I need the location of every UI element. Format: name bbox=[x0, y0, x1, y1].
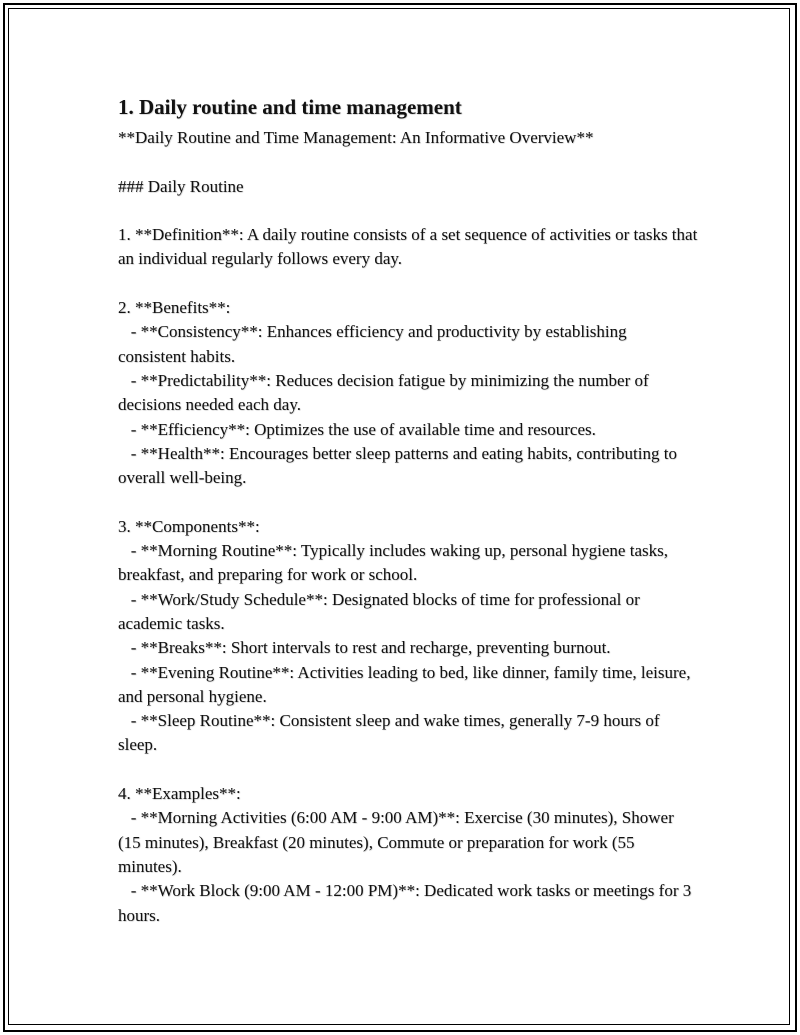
component-item: - **Sleep Routine**: Consistent sleep and wake times, generally 7-9 hours of sleep. bbox=[118, 711, 660, 755]
benefit-item: - **Predictability**: Reduces decision fatigue by minimizing the number of decisions needed each day. bbox=[118, 370, 649, 415]
blank-line bbox=[118, 199, 698, 223]
blank-line bbox=[118, 490, 698, 514]
document-body bbox=[118, 94, 698, 928]
blank-line bbox=[118, 272, 698, 296]
benefit-item: - **Efficiency**: Optimizes the use of available time and resources. bbox=[118, 419, 596, 439]
component-item: - **Breaks**: Short intervals to rest and recharge, preventing burnout. bbox=[118, 638, 611, 658]
component-item: - **Evening Routine**: Activities leading to bed, like dinner, family time, leisure, and personal hygiene. bbox=[118, 662, 691, 706]
blank-line bbox=[118, 758, 698, 782]
example-item: - **Work Block (9:00 AM - 12:00 PM)**: Dedicated work tasks or meetings for 3 hours. bbox=[118, 881, 692, 925]
benefit-item: - **Consistency**: Enhances efficiency and productivity by establishing consistent habits. bbox=[118, 322, 627, 366]
benefit-item: - **Health**: Encourages better sleep patterns and eating habits, contributing to overall well-being. bbox=[118, 443, 677, 488]
component-item: - **Work/Study Schedule**: Designated blocks of time for professional or academic tasks. bbox=[118, 589, 640, 633]
definition-item: 1. **Definition**: A daily routine consists of a set sequence of activities or tasks that an individual regularly follows every day. bbox=[118, 225, 698, 269]
examples-heading: 4. **Examples**: bbox=[118, 784, 241, 804]
document-title: 1. Daily routine and time management bbox=[118, 95, 462, 119]
example-item: - **Morning Activities (6:00 AM - 9:00 AM)**: Exercise (30 minutes), Shower (15 minutes), Breakfast (20 minutes), Commute or preparation for work (55 minutes). bbox=[118, 808, 674, 876]
benefits-heading: 2. **Benefits**: bbox=[118, 298, 231, 318]
overview-heading: **Daily Routine and Time Management: An Informative Overview** bbox=[118, 128, 594, 147]
components-heading: 3. **Components**: bbox=[118, 516, 260, 536]
section-heading: ### Daily Routine bbox=[118, 176, 244, 196]
component-item: - **Morning Routine**: Typically includes waking up, personal hygiene tasks, breakfast, and preparing for work or school. bbox=[118, 541, 668, 585]
blank-line bbox=[118, 150, 698, 174]
